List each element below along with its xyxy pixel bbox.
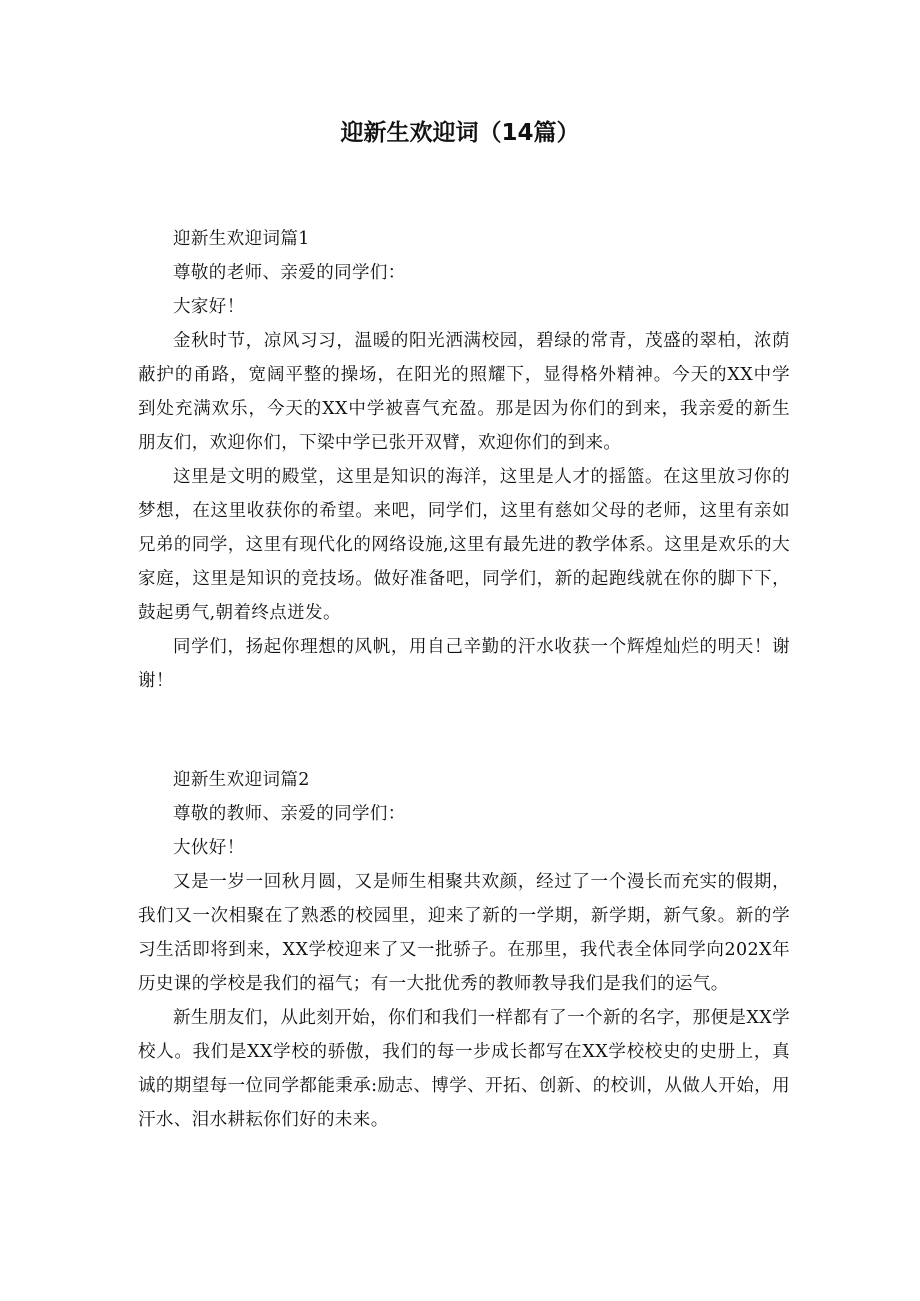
body-paragraph: 金秋时节，凉风习习，温暖的阳光洒满校园，碧绿的常青，茂盛的翠柏，浓荫蔽护的甬路，宽阔平整的操场，在阳光的照耀下，显得格外精神。今天的XX中学到处充满欢乐，今天的XX中学被喜气充盈。那是因为你们的到来，我亲爱的新生朋友们，欢迎你们，下梁中学已张开双臂，欢迎你们的到来。: [138, 331, 790, 453]
body-paragraph: 这里是文明的殿堂，这里是知识的海洋，这里是人才的摇篮。在这里放习你的梦想，在这里收获你的希望。来吧，同学们，这里有慈如父母的老师，这里有亲如兄弟的同学，这里有现代化的网络设施,这里有最先进的教学体系。这里是欢乐的大家庭，这里是知识的竞技场。做好准备吧，同学们，新的起跑线就在你的脚下下，鼓起勇气,朝着终点迸发。: [138, 467, 790, 623]
body-paragraph: 同学们，扬起你理想的风帆，用自己辛勤的汗水收获一个辉煌灿烂的明天！谢谢！: [138, 637, 790, 691]
document-title: 迎新生欢迎词（14篇）: [340, 120, 580, 146]
article-section-2: [138, 763, 790, 1137]
section-heading: 迎新生欢迎词篇2: [173, 770, 310, 790]
section-heading: 迎新生欢迎词篇1: [173, 229, 310, 249]
greeting: 大伙好！: [173, 838, 245, 858]
article-section-1: [138, 222, 790, 698]
salutation: 尊敬的老师、亲爱的同学们：: [173, 263, 406, 283]
salutation: 尊敬的教师、亲爱的同学们：: [173, 804, 406, 824]
body-paragraph: 新生朋友们，从此刻开始，你们和我们一样都有了一个新的名字，那便是XX学校人。我们是XX学校的骄傲，我们的每一步成长都写在XX学校校史的史册上，真诚的期望每一位同学都能秉承:励志、博学、开拓、创新、的校训，从做人开始，用汗水、泪水耕耘你们好的未来。: [138, 1008, 790, 1130]
body-paragraph: 又是一岁一回秋月圆，又是师生相聚共欢颜，经过了一个漫长而充实的假期，我们又一次相聚在了熟悉的校园里，迎来了新的一学期，新学期，新气象。新的学习生活即将到来，XX学校迎来了又一批骄子。在那里，我代表全体同学向202X年历史课的学校是我们的福气；有一大批优秀的教师教导我们是我们的运气。: [138, 872, 790, 994]
greeting: 大家好！: [173, 297, 245, 317]
